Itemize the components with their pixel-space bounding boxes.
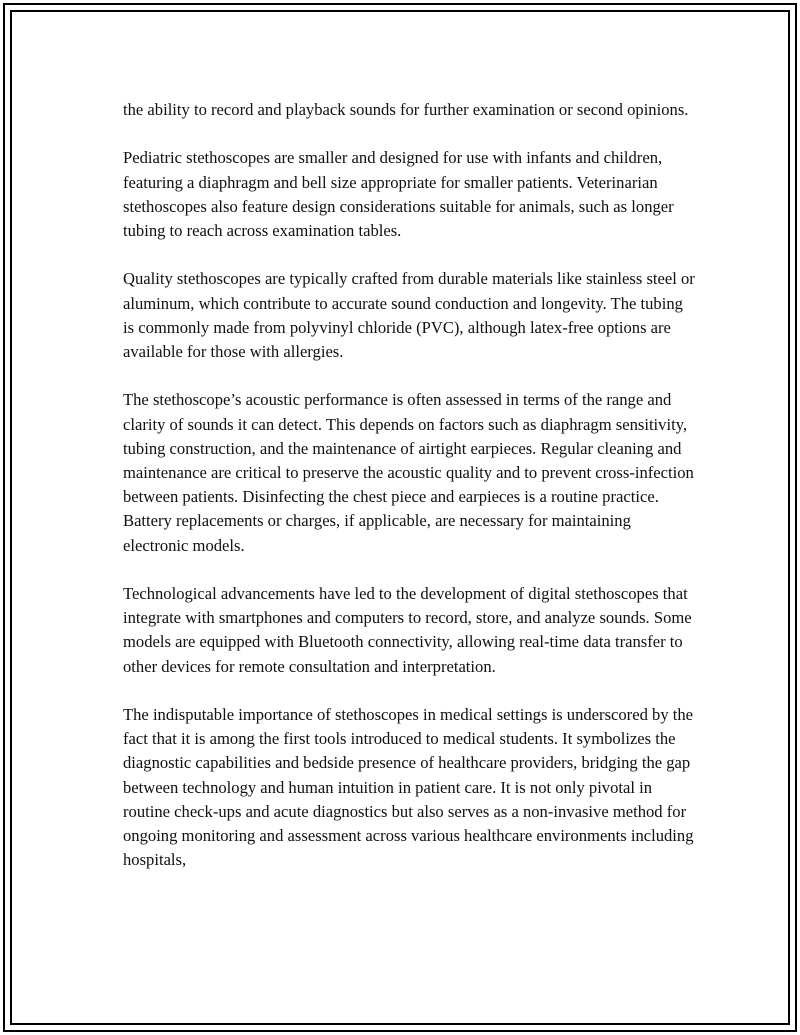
- document-page: [3, 3, 797, 1032]
- paragraph: The stethoscope’s acoustic performance is often assessed in terms of the range and clarity of sounds it can detect. This depends on factors such as diaphragm sensitivity, tubing construction, and the maintenance of airtight earpieces. Regular cleaning and maintenance are critical to preserve the acoustic quality and to prevent cross-infection between patients. Disinfecting the chest piece and earpieces is a routine practice. Battery replacements or charges, if applicable, are necessary for maintaining electronic models.: [123, 390, 694, 555]
- paragraph: The indisputable importance of stethoscopes in medical settings is underscored by the fact that it is among the first tools introduced to medical students. It symbolizes the diagnostic capabilities and bedside presence of healthcare providers, bridging the gap between technology and human intuition in patient care. It is not only pivotal in routine check-ups and acute diagnostics but also serves as a non-invasive method for ongoing monitoring and assessment across various healthcare environments including hospitals,: [123, 705, 694, 870]
- paragraph: Quality stethoscopes are typically crafted from durable materials like stainless steel or aluminum, which contribute to accurate sound conduction and longevity. The tubing is commonly made from polyvinyl chloride (PVC), although latex-free options are available for those with allergies.: [123, 269, 695, 361]
- paragraph: Technological advancements have led to the development of digital stethoscopes that integrate with smartphones and computers to record, store, and analyze sounds. Some models are equipped with Bluetooth connectivity, allowing real-time data transfer to other devices for remote consultation and interpretation.: [123, 584, 692, 676]
- paragraph: Pediatric stethoscopes are smaller and designed for use with infants and children, featuring a diaphragm and bell size appropriate for smaller patients. Veterinarian stethoscopes also feature design considerations suitable for animals, such as longer tubing to reach across examination tables.: [123, 148, 674, 240]
- body-text: [123, 98, 695, 897]
- paragraph: the ability to record and playback sounds for further examination or second opinions.: [123, 100, 689, 119]
